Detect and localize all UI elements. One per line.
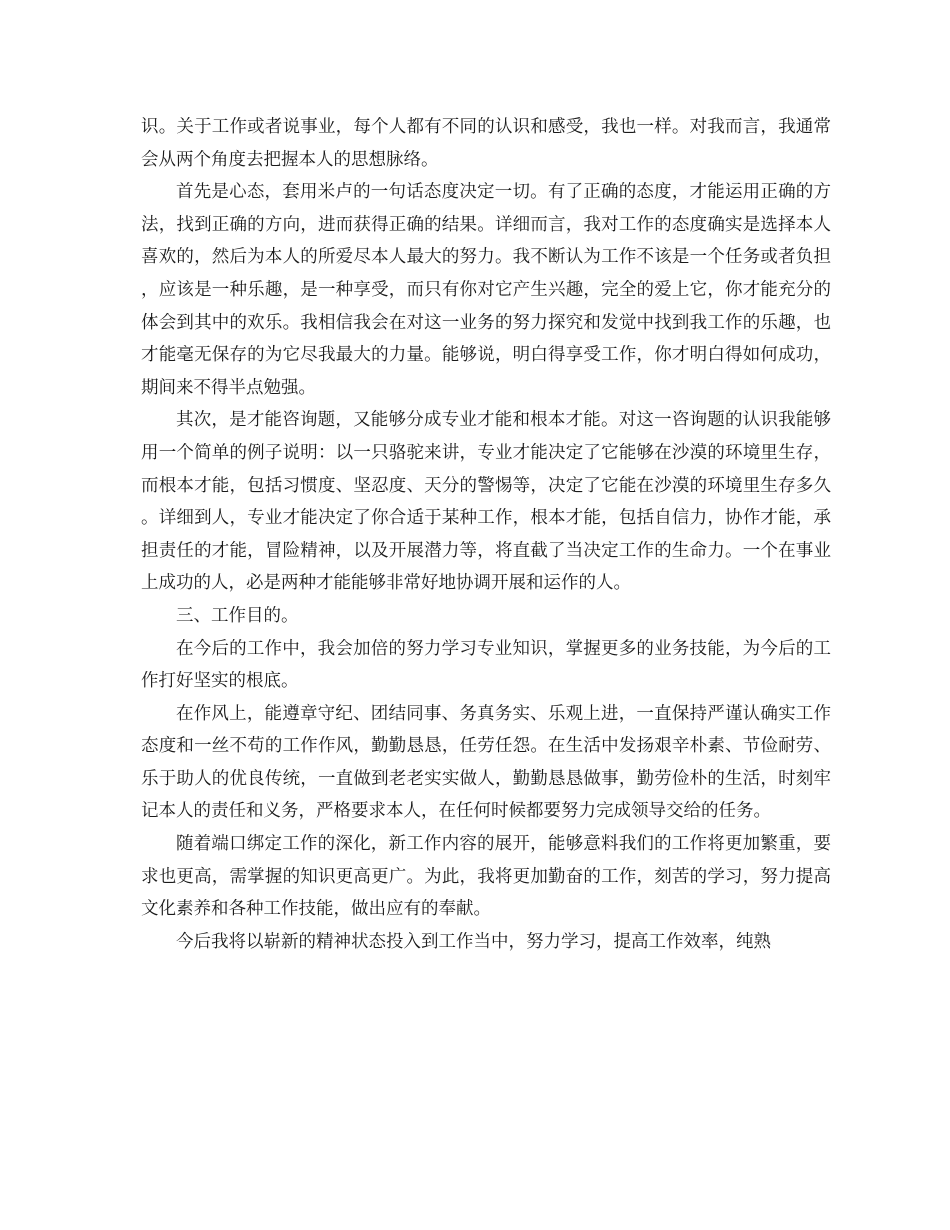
paragraph-continuation: 识。关于工作或者说事业，每个人都有不同的认识和感受，我也一样。对我而言，我通常会从两个角度去把握本人的思想脉络。 xyxy=(141,117,831,170)
paragraph-port-binding: 随着端口绑定工作的深化，新工作内容的展开，能够意料我们的工作将更加繁重，要求也更高，需掌握的知识更高更广。为此，我将更加勤奋的工作，刻苦的学习，努力提高文化素养和各种工作技能，做出应有的奉献。 xyxy=(141,834,831,920)
paragraph-ability: 其次，是才能咨询题，又能够分成专业才能和根本才能。对这一咨询题的认识我能够用一个简单的例子说明：以一只骆驼来讲，专业才能决定了它能够在沙漠的环境里生存，而根本才能，包括习惯度、坚忍度、天分的警惕等，决定了它能在沙漠的环境里生存多久。详细到人，专业才能决定了你合适于某种工作，根本才能，包括自信力，协作才能，承担责任的才能，冒险精神，以及开展潜力等，将直截了当决定工作的生命力。一个在事业上成功的人，必是两种才能能够非常好地协调开展和运作的人。 xyxy=(141,410,831,594)
document-page xyxy=(141,111,831,958)
paragraph-attitude: 首先是心态，套用米卢的一句话态度决定一切。有了正确的态度，才能运用正确的方法，找到正确的方向，进而获得正确的结果。详细而言，我对工作的态度确实是选择本人喜欢的，然后为本人的所爱尽本人最大的努力。我不断认为工作不该是一个任务或者负担，应该是一种乐趣，是一种享受，而只有你对它产生兴趣，完全的爱上它，你才能充分的体会到其中的欢乐。我相信我会在对这一业务的努力探究和发觉中找到我工作的乐趣，也才能毫无保存的为它尽我最大的力量。能够说，明白得享受工作，你才明白得如何成功，期间来不得半点勉强。 xyxy=(141,182,831,398)
paragraph-work-style: 在作风上，能遵章守纪、团结同事、务真务实、乐观上进，一直保持严谨认确实工作态度和一丝不苟的工作作风，勤勤恳恳，任劳任怨。在生活中发扬艰辛朴素、节俭耐劳、乐于助人的优良传统，一直做到老老实实做人，勤勤恳恳做事，勤劳俭朴的生活，时刻牢记本人的责任和义务，严格要求本人，在任何时候都要努力完成领导交给的任务。 xyxy=(141,703,831,822)
paragraph-future: 今后我将以崭新的精神状态投入到工作当中，努力学习，提高工作效率，纯熟 xyxy=(176,931,771,952)
section-heading-work-goal: 三、工作目的。 xyxy=(176,605,299,626)
paragraph-study: 在今后的工作中，我会加倍的努力学习专业知识，掌握更多的业务技能，为今后的工作打好坚实的根底。 xyxy=(141,638,831,692)
